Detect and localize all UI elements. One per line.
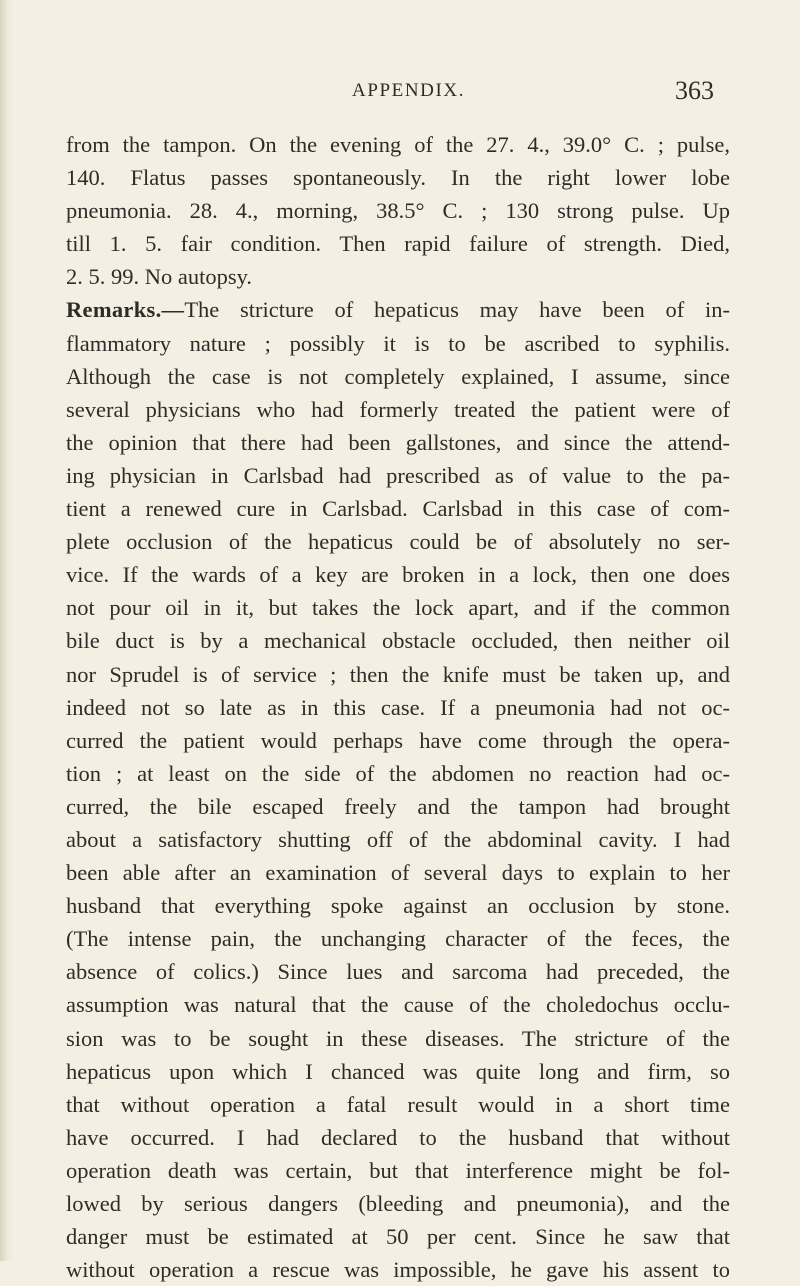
remarks-label: Remarks.—: [66, 297, 185, 323]
text-line: 2. 5. 99. No autopsy.: [66, 264, 253, 290]
page-edge-shadow: [0, 0, 14, 1261]
text-line: have occurred. I had declared to the husband that without: [66, 1124, 730, 1150]
text-line: Although the case is not completely explained, I assume, since: [66, 363, 730, 389]
text-line: bile duct is by a mechanical obstacle occluded, then neither oil: [66, 628, 730, 654]
remarks-text: The stricture of hepaticus may have been of in-: [184, 297, 730, 323]
text-line: plete occlusion of the hepaticus could be of absolutely no ser-: [66, 529, 730, 555]
text-line: hepaticus upon which I chanced was quite long and firm, so: [66, 1058, 730, 1084]
text-line: the opinion that there had been gallstones, and since the attend-: [66, 429, 730, 455]
running-title: APPENDIX.: [352, 80, 466, 101]
text-line: pneumonia. 28. 4., morning, 38.5° C. ; 130 strong pulse. Up: [66, 198, 730, 224]
text-line: without operation a rescue was impossible, he gave his assent to: [66, 1257, 730, 1283]
text-line: curred the patient would perhaps have come through the opera-: [66, 727, 730, 753]
text-line: tient a renewed cure in Carlsbad. Carlsbad in this case of com-: [66, 496, 730, 522]
page-number: 363: [675, 76, 714, 105]
text-line: husband that everything spoke against an occlusion by stone.: [66, 893, 730, 919]
text-line: indeed not so late as in this case. If a pneumonia had not oc-: [66, 694, 730, 720]
text-line: about a satisfactory shutting off of the abdominal cavity. I had: [66, 826, 730, 852]
text-line: 140. Flatus passes spontaneously. In the right lower lobe: [66, 165, 730, 191]
body-text: [66, 128, 730, 1286]
text-line: from the tampon. On the evening of the 27. 4., 39.0° C. ; pulse,: [66, 132, 730, 157]
text-line: operation death was certain, but that interference might be fol-: [66, 1157, 730, 1183]
text-line: nor Sprudel is of service ; then the knife must be taken up, and: [66, 661, 730, 687]
text-line: (The intense pain, the unchanging character of the feces, the: [66, 926, 730, 952]
text-line: that without operation a fatal result would in a short time: [66, 1091, 730, 1117]
text-line: lowed by serious dangers (bleeding and pneumonia), and the: [66, 1191, 730, 1216]
text-line: tion ; at least on the side of the abdomen no reaction had oc-: [66, 760, 730, 786]
text-line: been able after an examination of several days to explain to her: [66, 860, 730, 886]
text-line: till 1. 5. fair condition. Then rapid failure of strength. Died,: [66, 231, 730, 257]
text-line: flammatory nature ; possibly it is to be ascribed to syphilis.: [66, 330, 730, 356]
text-line: curred, the bile escaped freely and the tampon had brought: [66, 793, 730, 819]
running-head: [0, 76, 800, 116]
text-line: assumption was natural that the cause of the choledochus occlu-: [66, 992, 730, 1018]
text-line: vice. If the wards of a key are broken in a lock, then one does: [66, 562, 730, 588]
text-line: several physicians who had formerly treated the patient were of: [66, 396, 730, 422]
text-line: absence of colics.) Since lues and sarcoma had preceded, the: [66, 959, 730, 985]
remarks-line: [66, 293, 730, 326]
text-line: not pour oil in it, but takes the lock apart, and if the common: [66, 595, 730, 621]
text-line: danger must be estimated at 50 per cent. Since he saw that: [66, 1224, 730, 1250]
text-line: sion was to be sought in these diseases. The stricture of the: [66, 1025, 730, 1051]
text-line: ing physician in Carlsbad had prescribed as of value to the pa-: [66, 462, 730, 488]
